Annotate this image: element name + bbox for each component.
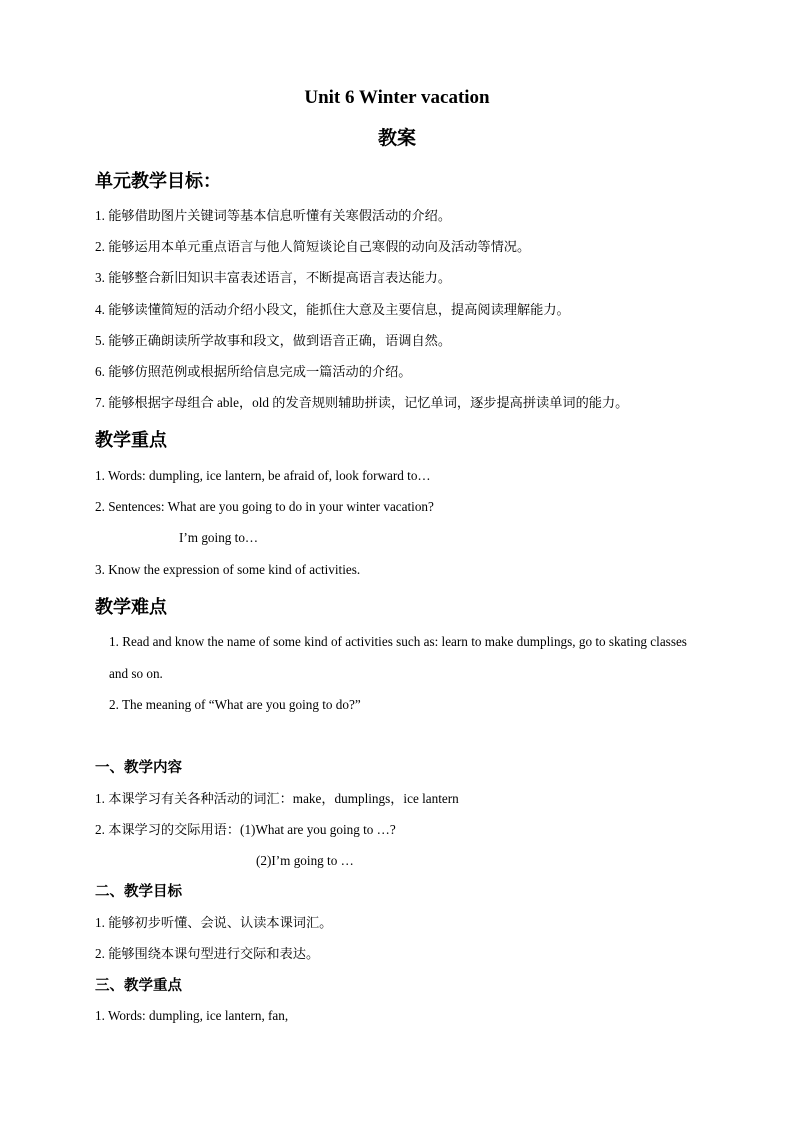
document-title: Unit 6 Winter vacation	[304, 87, 490, 108]
section-one-heading: 一、教学内容	[95, 760, 182, 776]
section-three-item: 1. Words: dumpling, ice lantern, fan,	[95, 1008, 289, 1023]
unit-goal-item: 6. 能够仿照范例或根据所给信息完成一篇活动的介绍。	[95, 364, 412, 379]
section-two-heading: 二、教学目标	[95, 884, 182, 900]
key-point-item: 3. Know the expression of some kind of activities.	[95, 562, 361, 577]
section-one-item: 2. 本课学习的交际用语：(1)What are you going to …?	[95, 822, 396, 837]
unit-goals-heading: 单元教学目标：	[95, 171, 221, 191]
key-point-item: 2. Sentences: What are you going to do in your winter vacation?	[95, 499, 434, 514]
key-point-item: 1. Words: dumpling, ice lantern, be afraid of, look forward to…	[95, 468, 431, 483]
section-one-item: 1. 本课学习有关各种活动的词汇：make，dumplings，ice lantern	[95, 791, 459, 806]
unit-goal-item: 2. 能够运用本单元重点语言与他人简短谈论自己寒假的动向及活动等情况。	[95, 239, 531, 254]
key-points-heading: 教学重点	[95, 430, 167, 450]
section-two-item: 2. 能够围绕本课句型进行交际和表达。	[95, 946, 320, 961]
section-two-item: 1. 能够初步听懂、会说、认读本课词汇。	[95, 915, 333, 930]
section-one-item: (2)I’m going to …	[256, 853, 354, 868]
difficulty-item: and so on.	[109, 666, 163, 681]
unit-goal-item: 1. 能够借助图片关键词等基本信息听懂有关寒假活动的介绍。	[95, 208, 452, 223]
document-subtitle: 教案	[377, 128, 416, 149]
unit-goal-item: 7. 能够根据字母组合 able，old 的发音规则辅助拼读，记忆单词，逐步提高拼读单词的能力。	[95, 395, 629, 410]
difficulty-item: 2. The meaning of “What are you going to do?”	[109, 697, 361, 712]
key-point-item: I’m going to…	[179, 530, 259, 545]
difficulties-heading: 教学难点	[95, 597, 167, 617]
unit-goal-item: 3. 能够整合新旧知识丰富表述语言，不断提高语言表达能力。	[95, 270, 452, 285]
section-three-heading: 三、教学重点	[95, 978, 182, 994]
unit-goal-item: 5. 能够正确朗读所学故事和段文，做到语音正确，语调自然。	[95, 333, 452, 348]
unit-goal-item: 4. 能够读懂简短的活动介绍小段文，能抓住大意及主要信息，提高阅读理解能力。	[95, 302, 570, 317]
difficulty-item: 1. Read and know the name of some kind of activities such as: learn to make dumplings, go to skating classes	[109, 634, 687, 649]
